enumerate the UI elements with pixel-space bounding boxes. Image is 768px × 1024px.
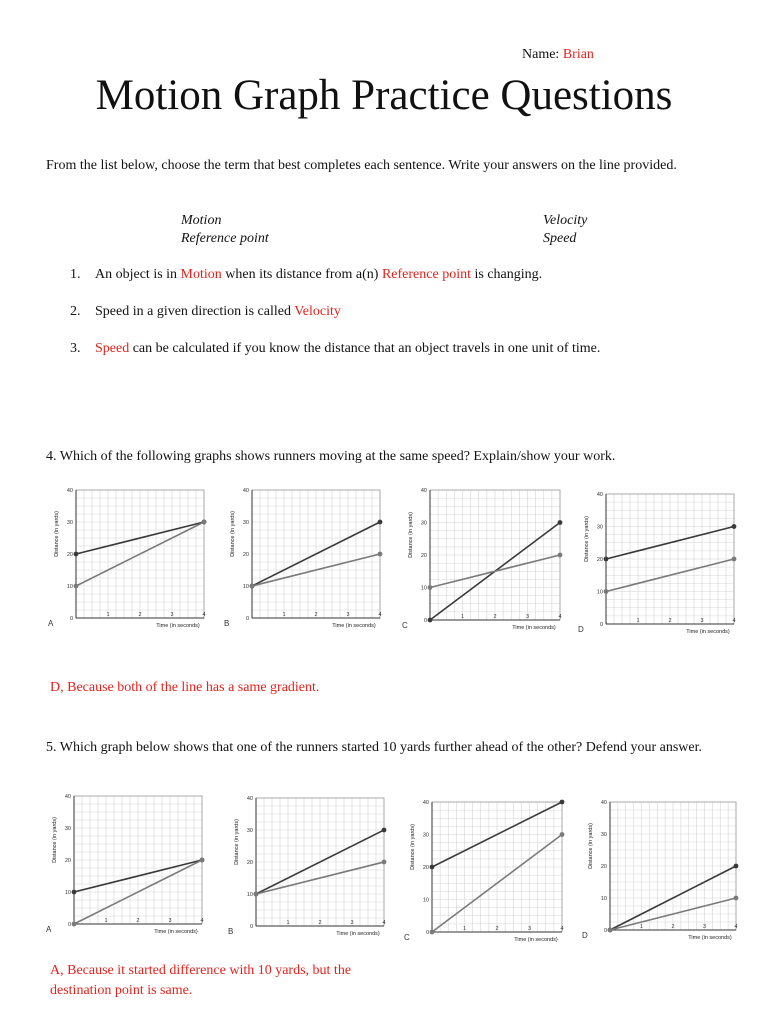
x-tick-label: 1 bbox=[462, 926, 467, 932]
y-tick-label: 20 bbox=[64, 858, 71, 864]
y-tick-label: 40 bbox=[64, 794, 71, 800]
q5-graph-a bbox=[46, 790, 216, 940]
x-tick-label: 4 bbox=[560, 926, 564, 932]
data-point bbox=[202, 520, 207, 525]
word-bank-term-velocity: Velocity bbox=[543, 213, 588, 228]
x-tick-label: 3 bbox=[350, 920, 354, 926]
y-axis-label: Distance (in yards) bbox=[230, 511, 236, 557]
data-point bbox=[74, 584, 79, 589]
q5-graph-d bbox=[582, 796, 750, 946]
x-tick-label: 3 bbox=[527, 926, 532, 932]
y-tick-label: 40 bbox=[600, 800, 607, 806]
q4-graph-d bbox=[578, 488, 748, 640]
x-axis-label: Time (in seconds) bbox=[686, 629, 730, 635]
y-tick-label: 0 bbox=[599, 622, 603, 628]
answer-motion: Motion bbox=[180, 267, 222, 282]
y-tick-label: 10 bbox=[596, 589, 603, 596]
data-point bbox=[428, 618, 433, 623]
data-point bbox=[732, 557, 737, 562]
x-axis-label: Time (in seconds) bbox=[514, 937, 558, 943]
x-tick-label: 2 bbox=[671, 924, 675, 930]
x-tick-label: 4 bbox=[378, 612, 382, 618]
y-tick-label: 10 bbox=[242, 584, 249, 590]
answer-speed: Speed bbox=[95, 341, 130, 356]
data-point bbox=[560, 800, 565, 805]
x-tick-label: 2 bbox=[136, 918, 140, 924]
y-axis-label: Distance (in yards) bbox=[410, 824, 416, 870]
y-tick-label: 30 bbox=[242, 520, 249, 526]
data-point bbox=[430, 930, 435, 935]
x-tick-label: 1 bbox=[286, 920, 290, 926]
y-tick-label: 20 bbox=[66, 552, 73, 558]
y-axis-label: Distance (in yards) bbox=[588, 823, 594, 869]
x-tick-label: 1 bbox=[106, 612, 110, 618]
y-tick-label: 40 bbox=[422, 800, 429, 806]
question-number: 3. bbox=[70, 341, 81, 356]
y-tick-label: 0 bbox=[425, 930, 429, 936]
y-axis-label: Distance (in yards) bbox=[584, 516, 590, 562]
data-point bbox=[558, 553, 563, 558]
data-point bbox=[734, 896, 739, 901]
question-4-prompt: 4. Which of the following graphs shows runners moving at the same speed? Explain/show your work. bbox=[46, 449, 616, 464]
answer-reference-point: Reference point bbox=[381, 267, 471, 282]
word-bank-term-motion: Motion bbox=[181, 213, 222, 228]
x-tick-label: 4 bbox=[200, 918, 204, 924]
data-point bbox=[72, 922, 77, 927]
y-tick-label: 30 bbox=[420, 520, 427, 527]
question-number: 1. bbox=[70, 267, 81, 282]
x-axis-label: Time (in seconds) bbox=[154, 929, 198, 935]
q4-graph-c bbox=[402, 484, 574, 636]
q5-graph-b bbox=[228, 792, 398, 942]
graph-letter: A bbox=[46, 925, 52, 934]
x-tick-label: 3 bbox=[702, 924, 707, 930]
y-tick-label: 20 bbox=[422, 865, 429, 871]
y-tick-label: 40 bbox=[420, 488, 427, 494]
graph-letter: D bbox=[582, 931, 588, 940]
x-axis-label: Time (in seconds) bbox=[512, 625, 556, 631]
graph-letter: B bbox=[228, 927, 234, 936]
x-tick-label: 2 bbox=[314, 612, 318, 618]
y-tick-label: 30 bbox=[600, 832, 607, 838]
y-tick-label: 0 bbox=[67, 922, 71, 928]
y-tick-label: 30 bbox=[66, 520, 73, 526]
x-tick-label: 1 bbox=[639, 924, 644, 930]
x-tick-label: 2 bbox=[493, 614, 497, 620]
y-tick-label: 10 bbox=[420, 585, 427, 592]
x-tick-label: 2 bbox=[668, 618, 672, 624]
y-tick-label: 30 bbox=[422, 832, 429, 839]
x-tick-label: 1 bbox=[460, 614, 465, 620]
y-tick-label: 0 bbox=[603, 928, 607, 934]
name-value: Brian bbox=[562, 47, 594, 62]
x-tick-label: 2 bbox=[318, 920, 322, 926]
x-tick-label: 1 bbox=[282, 612, 286, 618]
question-4-answer: D, Because both of the line has a same gradient. bbox=[50, 680, 320, 695]
y-tick-label: 10 bbox=[64, 890, 71, 896]
y-tick-label: 0 bbox=[423, 618, 427, 624]
data-point bbox=[604, 557, 609, 562]
graph-letter: C bbox=[404, 933, 410, 942]
grid bbox=[74, 796, 202, 924]
data-point bbox=[200, 858, 205, 863]
question-number: 2. bbox=[70, 304, 81, 319]
data-point bbox=[250, 584, 255, 589]
x-axis-label: Time (in seconds) bbox=[156, 623, 200, 629]
data-point bbox=[560, 832, 565, 837]
y-tick-label: 20 bbox=[600, 864, 607, 870]
y-tick-label: 40 bbox=[242, 488, 249, 494]
x-tick-label: 4 bbox=[382, 920, 386, 926]
question-1: 1. An object is in Motion when its distance from a(n) Reference point is changing. bbox=[70, 267, 543, 282]
data-point bbox=[734, 864, 739, 869]
y-tick-label: 0 bbox=[69, 616, 73, 622]
x-tick-label: 4 bbox=[202, 612, 206, 618]
x-tick-label: 3 bbox=[700, 618, 704, 624]
y-tick-label: 40 bbox=[66, 488, 73, 494]
x-tick-label: 4 bbox=[732, 618, 736, 624]
name-row bbox=[522, 47, 594, 63]
question-3: 3. Speed can be calculated if you know the distance that an object travels in one unit of time. bbox=[70, 341, 601, 356]
x-tick-label: 3 bbox=[346, 612, 350, 618]
y-tick-label: 10 bbox=[422, 897, 429, 904]
grid bbox=[610, 802, 736, 930]
x-tick-label: 3 bbox=[170, 612, 174, 618]
answer-velocity: Velocity bbox=[294, 304, 341, 319]
instructions: From the list below, choose the term that best completes each sentence. Write your answers on the line provided. bbox=[46, 158, 677, 173]
x-tick-label: 2 bbox=[138, 612, 142, 618]
y-tick-label: 30 bbox=[64, 826, 71, 832]
data-point bbox=[72, 890, 77, 895]
y-tick-label: 40 bbox=[596, 492, 603, 498]
y-tick-label: 10 bbox=[246, 892, 253, 898]
question-5-answer-line-2: destination point is same. bbox=[50, 983, 193, 998]
q4-graph-a bbox=[48, 484, 218, 634]
word-bank-term-reference-point: Reference point bbox=[181, 231, 269, 246]
q5-graph-c bbox=[404, 796, 576, 948]
x-axis-label: Time (in seconds) bbox=[336, 931, 380, 937]
y-tick-label: 20 bbox=[246, 860, 253, 866]
data-point bbox=[382, 860, 387, 865]
y-tick-label: 20 bbox=[242, 552, 249, 558]
x-tick-label: 1 bbox=[104, 918, 108, 924]
data-point bbox=[430, 865, 435, 870]
graph-letter: B bbox=[224, 619, 230, 628]
y-tick-label: 0 bbox=[245, 616, 249, 622]
y-axis-label: Distance (in yards) bbox=[54, 511, 60, 557]
y-tick-label: 10 bbox=[600, 896, 607, 902]
x-tick-label: 4 bbox=[558, 614, 562, 620]
x-axis-label: Time (in seconds) bbox=[688, 935, 732, 941]
data-point bbox=[378, 520, 383, 525]
data-point bbox=[428, 585, 433, 590]
y-tick-label: 10 bbox=[66, 584, 73, 590]
data-point bbox=[74, 552, 79, 557]
x-tick-label: 4 bbox=[734, 924, 738, 930]
y-tick-label: 40 bbox=[246, 796, 253, 802]
y-axis-label: Distance (in yards) bbox=[408, 512, 414, 558]
page-title: Motion Graph Practice Questions bbox=[95, 72, 673, 119]
grid bbox=[606, 494, 734, 624]
graph-letter: A bbox=[48, 619, 54, 628]
x-tick-label: 3 bbox=[168, 918, 172, 924]
data-point bbox=[558, 520, 563, 525]
data-point bbox=[732, 524, 737, 529]
y-tick-label: 20 bbox=[420, 553, 427, 559]
x-tick-label: 2 bbox=[495, 926, 499, 932]
question-5-prompt: 5. Which graph below shows that one of the runners started 10 yards further ahead of the other? Defend your answer. bbox=[46, 740, 702, 755]
x-tick-label: 1 bbox=[636, 618, 640, 624]
grid bbox=[430, 490, 560, 620]
data-point bbox=[604, 589, 609, 594]
data-point bbox=[608, 928, 613, 933]
y-axis-label: Distance (in yards) bbox=[234, 819, 240, 865]
question-2: 2. Speed in a given direction is called Velocity bbox=[70, 304, 341, 319]
word-bank-term-speed: Speed bbox=[543, 231, 577, 246]
data-point bbox=[254, 892, 259, 897]
name-label: Name: bbox=[522, 47, 560, 62]
y-tick-label: 20 bbox=[596, 557, 603, 563]
q4-graph-b bbox=[224, 484, 394, 634]
question-5-answer-line-1: A, Because it started difference with 10 yards, but the bbox=[50, 963, 352, 978]
graph-letter: C bbox=[402, 621, 408, 630]
data-point bbox=[378, 552, 383, 557]
x-axis-label: Time (in seconds) bbox=[332, 623, 376, 629]
y-axis-label: Distance (in yards) bbox=[52, 817, 58, 863]
graph-letter: D bbox=[578, 625, 584, 634]
x-tick-label: 3 bbox=[525, 614, 530, 620]
y-tick-label: 30 bbox=[596, 524, 603, 531]
y-tick-label: 0 bbox=[249, 924, 253, 930]
grid bbox=[432, 802, 562, 932]
data-point bbox=[382, 828, 387, 833]
y-tick-label: 30 bbox=[246, 828, 253, 834]
